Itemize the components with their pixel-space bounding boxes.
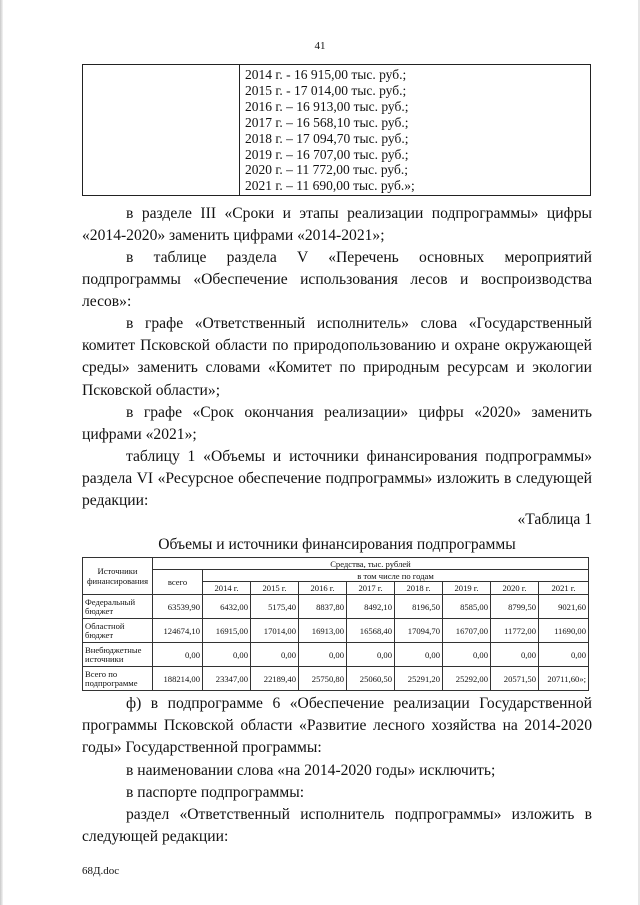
funding-line: 2018 г. – 17 094,70 тыс. руб.; xyxy=(245,130,409,146)
cell-value: 23347,00 xyxy=(203,667,251,691)
paragraph-table-1: таблицу 1 «Объемы и источники финансирования подпрограммы» раздела VI «Ресурсное обеспечение подпрограммы» изложить в следующей редакции: xyxy=(82,448,592,510)
paragraph-passport: в паспорте подпрограммы: xyxy=(126,784,305,801)
paragraph-responsible-executor: в графе «Ответственный исполнитель» слова «Государственный комитет Псковской области по природопользованию и охране окружающей среды» заменить словами «Комитет по природным ресурсам и экологии Псковской области»; xyxy=(82,315,592,399)
paragraph-table-section-v: подпрограммы «Обеспечение использования лесов и воспроизводства лесов»: xyxy=(82,271,592,311)
cell-value: 8196,50 xyxy=(395,595,443,619)
paragraph-responsible-section: раздел «Ответственный исполнитель подпрограммы» изложить в следующей редакции: xyxy=(82,806,592,846)
table-row xyxy=(83,667,589,691)
cell-value: 25750,80 xyxy=(299,667,347,691)
header-year: 2021 г. xyxy=(539,582,589,595)
cell-value: 16568,40 xyxy=(347,619,395,643)
cell-value: 0,00 xyxy=(299,643,347,667)
cell-total: 188214,00 xyxy=(153,667,203,691)
header-year: 2014 г. xyxy=(203,582,251,595)
header-year: 2015 г. xyxy=(251,582,299,595)
header-year: 2017 г. xyxy=(347,582,395,595)
cell-value: 6432,00 xyxy=(203,595,251,619)
cell-value: 17094,70 xyxy=(395,619,443,643)
cell-value: 25291,20 xyxy=(395,667,443,691)
cell-total: 0,00 xyxy=(153,643,203,667)
header-source: Источники финансирования xyxy=(83,558,153,595)
cell-value: 11772,00 xyxy=(491,619,539,643)
paragraph-end-date: в графе «Срок окончания реализации» цифры «2020» заменить цифрами «2021»; xyxy=(82,404,592,444)
header-total: всего xyxy=(153,570,203,595)
funding-continuation-table xyxy=(82,64,591,196)
table-column-divider xyxy=(239,65,240,195)
paragraph-section-iii: в разделе III «Сроки и этапы реализации подпрограммы» цифры «2014-2020» заменить цифрами «2014-2021»; xyxy=(82,205,592,245)
row-label: Федеральный бюджет xyxy=(83,595,153,619)
funding-line: 2016 г. – 16 913,00 тыс. руб.; xyxy=(245,98,409,114)
cell-value: 8492,10 xyxy=(347,595,395,619)
cell-value: 22189,40 xyxy=(251,667,299,691)
row-label: Областной бюджет xyxy=(83,619,153,643)
cell-value: 16915,00 xyxy=(203,619,251,643)
financing-table xyxy=(82,557,589,691)
cell-value: 0,00 xyxy=(395,643,443,667)
header-year: 2018 г. xyxy=(395,582,443,595)
header-by-years: в том числе по годам xyxy=(203,570,589,582)
table-row xyxy=(83,595,589,619)
cell-value: 5175,40 xyxy=(251,595,299,619)
paragraph-table-section-v-line1: в таблице раздела V «Перечень основных мероприятий xyxy=(126,249,592,266)
funding-line: 2014 г. - 16 915,00 тыс. руб.; xyxy=(245,67,407,82)
row-label: Всего по подпрограмме xyxy=(83,667,153,691)
header-funds: Средства, тыс. рублей xyxy=(153,558,589,570)
cell-value: 0,00 xyxy=(347,643,395,667)
page-number: 41 xyxy=(314,40,326,52)
cell-value: 16913,00 xyxy=(299,619,347,643)
cell-value: 8799,50 xyxy=(491,595,539,619)
cell-total: 124674,10 xyxy=(153,619,203,643)
cell-value: 25292,00 xyxy=(443,667,491,691)
cell-value: 17014,00 xyxy=(251,619,299,643)
cell-value: 9021,60 xyxy=(539,595,589,619)
table-title: Объемы и источники финансирования подпрограммы xyxy=(158,536,516,553)
scan-edge-left xyxy=(0,0,3,905)
cell-value: 16707,00 xyxy=(443,619,491,643)
funding-line: 2021 г. – 11 690,00 тыс. руб.»; xyxy=(245,178,415,194)
header-year: 2016 г. xyxy=(299,582,347,595)
cell-value: 20571,50 xyxy=(491,667,539,691)
table-caption: «Таблица 1 xyxy=(517,511,592,528)
cell-value: 0,00 xyxy=(203,643,251,667)
funding-line: 2015 г. - 17 014,00 тыс. руб.; xyxy=(245,82,407,98)
paragraph-subprogram-6: ф) в подпрограмме 6 «Обеспечение реализации Государственной программы Псковской области «Развитие лесного хозяйства на 2014-2020 годы» Государственной программы: xyxy=(82,695,592,757)
cell-value: 0,00 xyxy=(251,643,299,667)
funding-line: 2019 г. – 16 707,00 тыс. руб.; xyxy=(245,146,409,162)
cell-value: 0,00 xyxy=(491,643,539,667)
funding-line: 2017 г. – 16 568,10 тыс. руб.; xyxy=(245,114,409,130)
cell-value: 25060,50 xyxy=(347,667,395,691)
cell-total: 63539,90 xyxy=(153,595,203,619)
table-row xyxy=(83,643,589,667)
funding-lines-cell xyxy=(245,67,415,194)
cell-value: 8585,00 xyxy=(443,595,491,619)
cell-value: 0,00 xyxy=(539,643,589,667)
cell-value: 8837,80 xyxy=(299,595,347,619)
paragraph-name-change: в наименовании слова «на 2014-2020 годы» исключить; xyxy=(126,762,496,779)
funding-line: 2020 г. – 11 772,00 тыс. руб.; xyxy=(245,162,408,178)
cell-value: 11690,00 xyxy=(539,619,589,643)
row-label: Внебюджетные источники xyxy=(83,643,153,667)
footer-filename: 68Д.doc xyxy=(82,865,120,877)
table-row xyxy=(83,619,589,643)
header-year: 2020 г. xyxy=(491,582,539,595)
cell-value: 20711,60»; xyxy=(539,667,589,691)
cell-value: 0,00 xyxy=(443,643,491,667)
header-year: 2019 г. xyxy=(443,582,491,595)
